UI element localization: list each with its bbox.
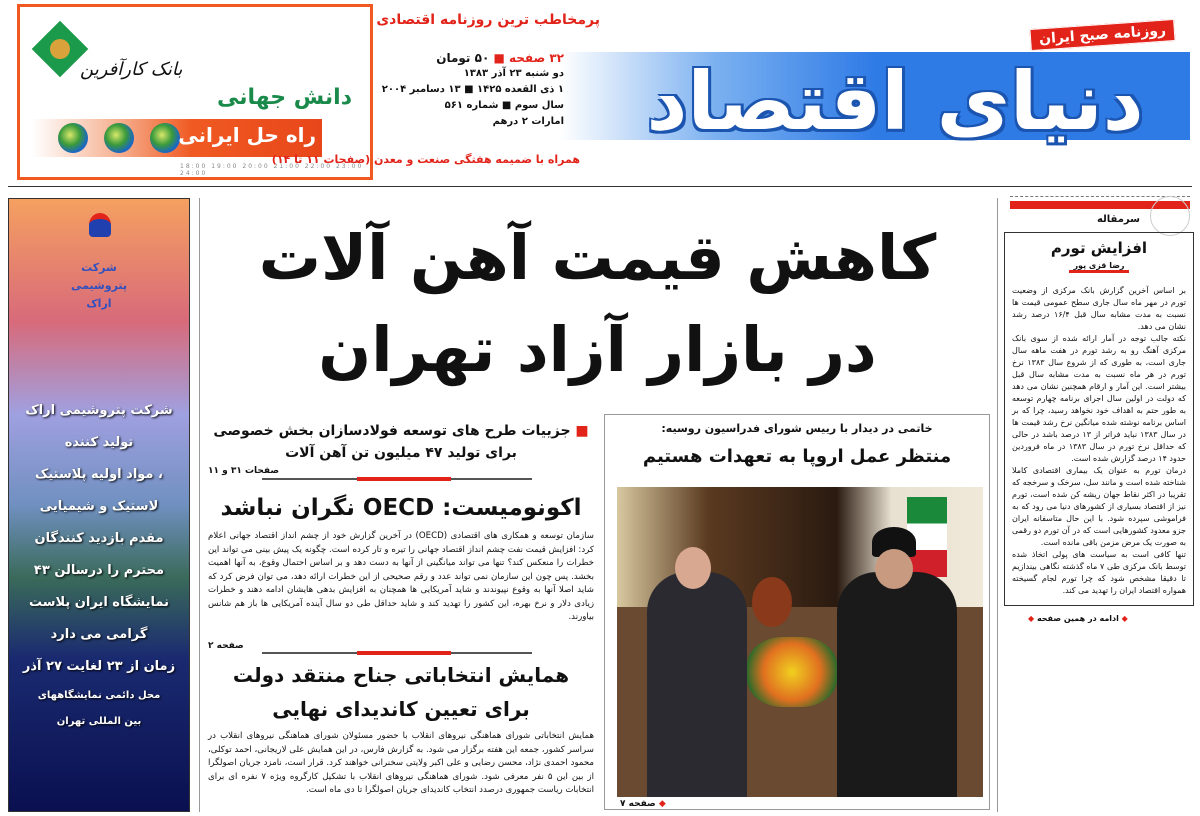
slogan: پرمخاطب ترین روزنامه اقتصادی bbox=[376, 12, 600, 28]
column-divider bbox=[199, 198, 200, 812]
year-issue: سال سوم ■ شماره ۵۶۱ bbox=[444, 100, 564, 111]
editorial-column bbox=[1004, 232, 1194, 625]
globe-icon bbox=[104, 123, 134, 153]
page-count: ۳۲ صفحه bbox=[509, 51, 564, 65]
issue-info: ۳۲ صفحه ■ ۵۰ تومان دو شنبه ۲۳ آذر ۱۳۸۳ ۱ ذی القعده ۱۴۲۵ ■ ۱۳ دسامبر ۲۰۰۴ سال سوم ■ شماره ۵۶۱ امارات ۲ درهم bbox=[382, 50, 564, 130]
section-divider bbox=[262, 652, 532, 654]
story-steel-title[interactable]: ■ جزییات طرح های توسعه فولادسازان بخش خصوصی برای تولید ۴۷ میلیون تن آهن آلات bbox=[213, 423, 589, 461]
story-election-title[interactable]: همایش انتخاباتی جناح منتقد دولت برای تعیین کاندیدای نهایی bbox=[232, 663, 570, 721]
ad-slogan-2: راه حل ایرانی bbox=[178, 123, 316, 147]
ad-company: شرکت پتروشیمی اراک bbox=[70, 261, 128, 310]
column-divider bbox=[997, 198, 998, 812]
ad-slogan-1: دانش جهانی bbox=[216, 85, 352, 110]
flowers bbox=[747, 637, 837, 707]
story-oecd-page: صفحه ۲ bbox=[208, 641, 244, 651]
editorial-box[interactable] bbox=[1004, 232, 1194, 606]
meeting-photo bbox=[617, 487, 983, 797]
story-oecd-title[interactable]: اکونومیست: OECD نگران نباشد bbox=[220, 495, 582, 521]
uae-price: امارات ۲ درهم bbox=[492, 116, 564, 127]
supplement-note: همراه با ضمیمه هفتگی صنعت و معدن (صفحات ۱۱ تا ۱۴) bbox=[271, 153, 580, 166]
petrochemical-logo-icon bbox=[89, 213, 111, 237]
bank-name: بانک کارآفرین bbox=[80, 59, 183, 80]
editorial-paragraph: بر اساس آخرین گزارش بانک مرکزی از وضعیت تورم در مهر ماه سال جاری سطح عمومی قیمت ها نسبت به مدت مشابه سال قبل ۱۶/۴ درصد رشد نشان می دهد. bbox=[1012, 286, 1186, 331]
editorial-paragraph: درمان تورم به عنوان یک بیماری اقتصادی کاملا شناخته شده است و مانند سل، سرخک و سرخجه که تقریبا در اکثر نقاط جهان ریشه کن شده است، تورم نیز از اقتصاد بسیاری از کشورهای دنیا می رود که به فراموشی سپرده شود. با این حال متاسفانه ایران جزو معدود کشورهایی است که در آن تورم دو رقمی به صورت یک مرض مزمن باقی مانده است. bbox=[1012, 466, 1186, 547]
editorial-section: سرمقاله bbox=[1096, 214, 1140, 225]
editorial-author: رضا قزی پور bbox=[1069, 261, 1129, 273]
petrochemical-advertisement[interactable] bbox=[8, 198, 190, 812]
section-divider bbox=[262, 478, 532, 480]
price: ۵۰ تومان bbox=[436, 51, 490, 65]
masthead-logo: دنیای اقتصاد bbox=[646, 55, 1144, 148]
globe-icon bbox=[1150, 196, 1190, 236]
story-oecd-body: سازمان توسعه و همکاری های اقتصادی (OECD) در آخرین گزارش خود از چشم انداز اقتصاد جهانی اعلام کرد: افزایش قیمت نفت چشم انداز اقتصاد جهانی را تیره و تار کرده است. چگونه یک پیش بینی می تواند این خطرات را منعکس کند؟ تنها می تواند میانگینی از آنها به دست دهد و بر اساس احتمال وقوع، به آنها اهمیت بخشد. پس چون این سازمان نمی تواند عدد و رقم صحیحی از این خطرات ارائه دهد، می توان فرض کرد که شاید اصلا آنها به وقوع نپیوندند و شاید آمریکایی ها همچنان به افزایش بدهی هایشان ادامه دهند و خطرات زیادی دلار و نرخ بهره، این کشور را تهدید کند و شاید حداقل طی دو سال آینده آمریکایی ها باز هم شانس بیاورند. bbox=[208, 531, 594, 622]
main-headline[interactable]: کاهش قیمت آهن آلات در بازار آزاد تهران bbox=[258, 221, 937, 386]
story-election-body: همایش انتخاباتی شورای هماهنگی نیروهای انقلاب با حضور مسئولان شورای هماهنگی نیروهای انقلاب در سراسر کشور، جمعه این هفته برگزار می شود. به گزارش فارس، در این همایش علی لاریجانی، احمد توکلی، محمود احمدی نژاد، محسن رضایی و علی اکبر ولایتی سخنرانی خواهند کرد. قرار است، نامزد جریان اصولگرا از بین این ۵ نفر معرفی شود. شورای هماهنگی نیروهای انقلاب با تشکیل کارگروه ویژه ۷ نفره ای برای انتخابات ریاست جمهوری درصدد انتخاب کاندیدای جریان اصولگرا تا دی ماه است. bbox=[208, 731, 594, 795]
editorial-continued-link[interactable]: ◆ ادامه در همین صفحه ◆ bbox=[1028, 614, 1128, 623]
globe-icon bbox=[150, 123, 180, 153]
editorial-paragraph: نکته جالب توجه در آمار ارائه شده از سوی بانک مرکزی آهنگ رو به رشد تورم در هفت ماهه سال جاری است، به طوری که از شروع سال ۱۳۸۳ نرخ تورم در هر ماه نسبت به مدت مشابه سال قبل بیشتر است. این آمار و ارقام همچنین نشان می دهد که دولت در اولین سال اجرای برنامه چهارم توسعه به طور حتم به اهداف خود نخواهد رسید، چرا که بر اساس برنامه نوشته شده میانگین نرخ رشد قیمت ها در سال ۱۳۸۳ نباید فراتر از ۱۳ درصد باشد در حالی که حداقل نرخ تورم در سال ۱۳۸۳ در ماه فروردین حدود ۱۴ درصد گزارش شده است. bbox=[1012, 334, 1187, 463]
photo-story-page: ◆ صفحه ۷ bbox=[620, 799, 666, 809]
date-other: ۱ ذی القعده ۱۴۲۵ ■ ۱۳ دسامبر ۲۰۰۴ bbox=[381, 84, 564, 95]
story-steel-pages: صفحات ۳۱ و ۱۱ bbox=[208, 466, 280, 476]
ad-body: شرکت پتروشیمی اراک تولید کننده مواد اولیه پلاستیک ، لاستیک و شیمیایی مقدم بازدید کنندگان محترم را درسالن ۴۳ نمایشگاه ایران پلاست گرامی می دارد زمان از ۲۳ لغایت ۲۷ آذر محل دائمی نمایشگاههای بین المللی تهران bbox=[22, 403, 176, 727]
header-divider bbox=[8, 186, 1192, 187]
tagline-badge: روزنامه صبح ایران bbox=[1029, 19, 1175, 51]
ad-times: 18:00 19:00 20:00 21:00 22:00 23:00 24:00 bbox=[180, 163, 364, 177]
editorial-paragraph: تنها کافی است به سیاست های پولی اتخاذ شده توسط بانک مرکزی طی ۷ ماه گذشته نگاهی بیندازیم تا دقیقا مشخص شود که چرا تورم لجام گسیخته همواره اقتصاد ایران را تهدید می کند. bbox=[1012, 550, 1186, 595]
date-persian: دو شنبه ۲۳ آذر ۱۳۸۳ bbox=[463, 68, 564, 79]
photo-story-kicker: خاتمی در دیدار با رییس شورای فدراسیون روسیه: bbox=[661, 422, 933, 435]
globe-icon bbox=[58, 123, 88, 153]
editorial-title: افزایش تورم bbox=[1050, 239, 1148, 257]
photo-story-title[interactable]: منتظر عمل اروپا به تعهدات هستیم bbox=[642, 446, 952, 467]
